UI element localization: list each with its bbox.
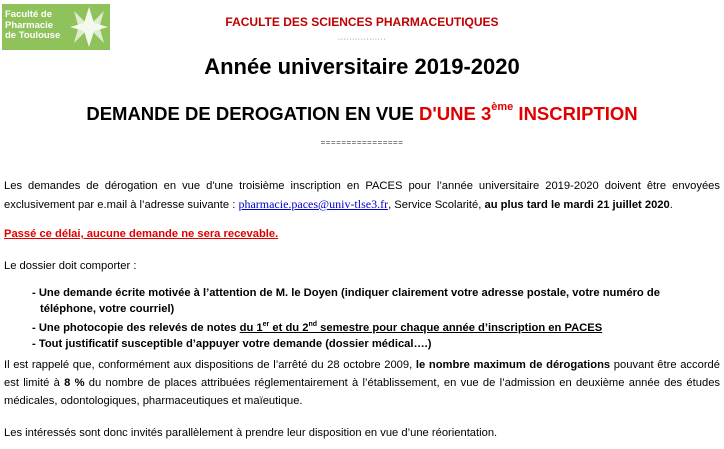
p1-text-b: , Service Scolarité, <box>388 199 485 211</box>
logo-line-2: Pharmacie <box>5 19 54 31</box>
requirements-list <box>32 285 712 352</box>
item2-u3: semestre pour chaque année d’inscription en PACES <box>317 322 603 334</box>
p4-text-c: du nombre de places attribuées réglementairement à l’établissement, en vue de l’admission en deuxième année des études médicales, odontologiques, pharmaceutiques et maïeutique. <box>4 377 721 407</box>
paragraph-regulation <box>4 356 720 410</box>
dossier-intro: Le dossier doit comporter : <box>4 260 137 272</box>
title-black-part: DEMANDE DE DEROGATION EN VUE <box>86 103 420 124</box>
dotted-divider: ················· <box>337 36 387 43</box>
logo-line-1: Faculté de <box>5 9 52 20</box>
logo-line-3: de Toulouse <box>5 30 61 41</box>
p4-bold-max: le nombre maximum de dérogations <box>415 359 611 371</box>
paragraph-instructions <box>4 177 720 214</box>
item2-sup1: er <box>262 321 270 328</box>
title-red-post: INSCRIPTION <box>513 103 638 124</box>
p4-text-a: Il est rappelé que, conformément aux dispositions de l’arrêté du 28 octobre 2009, <box>4 359 416 371</box>
paragraph-reorientation: Les intéressés sont donc invités parallèlement à prendre leur disposition en vue d’une réorientation. <box>4 427 498 439</box>
item2-underlined <box>240 322 603 334</box>
list-item <box>32 317 712 336</box>
email-link[interactable]: pharmacie.paces@univ-tlse3.fr <box>238 197 389 211</box>
p4-bold-percent: 8 % <box>64 377 85 389</box>
title-red-part <box>419 103 638 124</box>
item2-text-a: - Une photocopie des relevés de notes <box>32 322 240 334</box>
p1-text-a: Les demandes de dérogation en vue d'une troisième inscription en PACES pour l’année universitaire 2019-2020 doivent être envoyées exclusivement par e.mail à l’adresse suivante : <box>4 180 720 211</box>
item2-u1: du 1 <box>239 322 263 334</box>
faculty-title: FACULTE DES SCIENCES PHARMACEUTIQUES <box>225 15 499 29</box>
list-item-continuation: téléphone, votre courriel) <box>40 303 175 315</box>
list-item: - Tout justificatif susceptible d’appuyer votre demande (dossier médical….) <box>32 338 432 350</box>
item2-sup2: nd <box>308 321 318 328</box>
title-superscript: ème <box>491 101 514 113</box>
academic-year-title: Année universitaire 2019-2020 <box>204 54 520 79</box>
p1-end: . <box>669 199 673 211</box>
p4-text-b: pouvant être accordé est limité à <box>4 359 720 389</box>
item2-u2: et du 2 <box>269 322 309 334</box>
deadline-text: au plus tard le mardi 21 juillet 2020 <box>484 199 670 211</box>
document-title <box>0 101 724 125</box>
separator-line: ================ <box>320 138 404 147</box>
deadline-warning: Passé ce délai, aucune demande ne sera recevable. <box>4 228 279 240</box>
title-red-pre: D'UNE 3 <box>419 103 492 124</box>
list-item: - Une demande écrite motivée à l’attention de M. le Doyen (indiquer clairement votre adresse postale, votre numéro de <box>32 287 660 299</box>
